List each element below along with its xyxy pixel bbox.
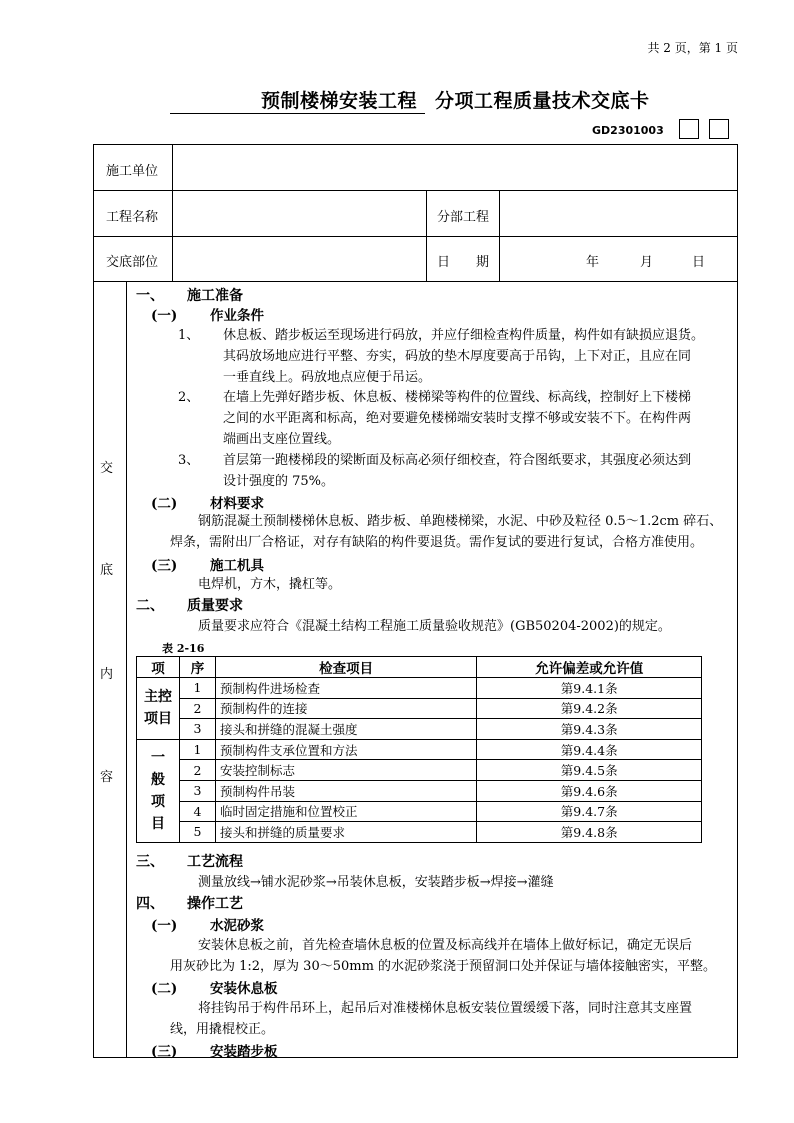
item-number: 1、	[178, 328, 200, 343]
subsection-title: 施工机具	[210, 558, 264, 574]
item-text: 休息板、踏步板运至现场进行码放，并应仔细检查构件质量，构件如有缺损应退货。 其码放场地应进行平整、夯实，码放的垫木厚度要高于吊钩，上下对正，且应在同 一垂直线上。码放地点应便于吊运。	[223, 328, 705, 385]
section-number: 一、	[136, 288, 164, 304]
subsection-title: 安装休息板	[210, 981, 278, 997]
location-field[interactable]	[173, 237, 425, 280]
inspection-table	[136, 656, 702, 843]
paragraph: 线，用撬棍校正。	[170, 1022, 275, 1037]
paragraph: 钢筋混凝土预制楼梯休息板、踏步板、单跑楼梯梁，水泥、中砂及粒径 0.5～1.2cm 碎石、	[198, 514, 723, 529]
sub-project-label: 分部工程	[437, 210, 490, 225]
side-label-char: 交	[100, 461, 114, 476]
table-row: 4 临时固定措施和位置校正 第9.4.7条	[137, 801, 702, 822]
table-row: 2 安装控制标志 第9.4.5条	[137, 760, 702, 781]
construction-unit-label: 施工单位	[106, 164, 159, 179]
page-number: 共 2 页，第 1 页	[647, 41, 738, 55]
section-number: 三、	[136, 854, 164, 870]
project-name-field[interactable]	[173, 191, 425, 235]
section-title: 质量要求	[187, 598, 243, 614]
project-name-label: 工程名称	[106, 210, 159, 225]
table-caption: 表 2-16	[162, 642, 205, 655]
header-cell: 序	[179, 657, 215, 678]
item-number: 2、	[178, 390, 200, 405]
side-label-char: 底	[100, 563, 114, 578]
subsection-title: 材料要求	[210, 496, 264, 512]
table-row: 一般项目 1 预制构件支承位置和方法 第9.4.4条	[137, 739, 702, 760]
subsection-number: (一)	[151, 308, 178, 324]
table-row: 2 预制构件的连接 第9.4.2条	[137, 698, 702, 719]
subsection-number: (二)	[151, 496, 178, 512]
table-header-row	[137, 657, 702, 678]
subsection-number: (三)	[151, 1044, 178, 1060]
paragraph: 电焊机，方木，撬杠等。	[198, 577, 342, 592]
construction-unit-field[interactable]	[173, 145, 737, 189]
item-number: 3、	[178, 453, 200, 468]
subsection-title: 作业条件	[210, 308, 264, 324]
paragraph: 安装休息板之前，首先检查墙休息板的位置及标高线并在墙体上做好标记，确定无误后	[198, 938, 693, 953]
row-divider	[93, 281, 738, 282]
date-year: 年	[586, 255, 600, 270]
form-code: GD2301003	[592, 124, 664, 137]
subsection-number: (一)	[151, 918, 178, 934]
header-cell: 检查项目	[215, 657, 476, 678]
subsection-title: 水泥砂浆	[210, 918, 264, 934]
subsection-number: (二)	[151, 981, 178, 997]
paragraph: 质量要求应符合《混凝土结构工程施工质量验收规范》(GB50204-2002)的规定。	[198, 619, 671, 634]
table-row: 3 接头和拼缝的混凝土强度 第9.4.3条	[137, 719, 702, 740]
section-title: 操作工艺	[187, 896, 243, 912]
title-project-name: 预制楼梯安装工程	[170, 86, 425, 114]
checkbox[interactable]	[679, 119, 699, 139]
paragraph: 焊条，需附出厂合格证，对存有缺陷的构件要退货。需作复试的要进行复试，合格方准使用。	[170, 535, 704, 550]
header-cell: 项	[137, 657, 180, 678]
section-number: 二、	[136, 598, 164, 614]
paragraph: 用灰砂比为 1:2，厚为 30～50mm 的水泥砂浆浇于预留洞口处并保证与墙体接触密实，平整。	[170, 959, 717, 974]
paragraph: 将挂钩吊于构件吊环上，起吊后对准楼梯休息板安装位置缓缓下落，同时注意其支座置	[198, 1001, 693, 1016]
item-text: 在墙上先弹好踏步板、休息板、楼梯梁等构件的位置线、标高线，控制好上下楼梯 之间的水平距离和标高，绝对要避免楼梯端安装时支撑不够或安装不下。在构件两 端画出支座位置线。	[223, 390, 692, 447]
group-general: 一般项目	[137, 739, 180, 842]
table-row: 5 接头和拼缝的质量要求 第9.4.8条	[137, 822, 702, 843]
checkbox[interactable]	[709, 119, 729, 139]
location-label: 交底部位	[106, 255, 159, 270]
subsection-number: (三)	[151, 558, 178, 574]
date-month: 月	[640, 255, 654, 270]
subsection-title: 安装踏步板	[210, 1044, 278, 1060]
column-divider	[426, 190, 427, 281]
group-main-control: 主控项目	[137, 678, 180, 740]
header-cell: 允许偏差或允许值	[477, 657, 702, 678]
document-title	[170, 86, 660, 114]
title-card-name: 分项工程质量技术交底卡	[435, 90, 650, 112]
date-label: 日 期	[437, 255, 490, 270]
column-divider	[126, 281, 127, 1058]
table-row: 主控项目 1 预制构件进场检查 第9.4.1条	[137, 678, 702, 699]
sub-project-field[interactable]	[500, 191, 737, 235]
section-title: 施工准备	[187, 288, 243, 304]
side-label-char: 容	[100, 770, 114, 785]
paragraph: 测量放线→铺水泥砂浆→吊装休息板，安装踏步板→焊接→灌缝	[198, 875, 554, 890]
item-text: 首层第一跑楼梯段的梁断面及标高必须仔细校查，符合图纸要求，其强度必须达到 设计强度的 75%。	[223, 453, 692, 489]
side-label-char: 内	[100, 667, 114, 682]
table-row: 3 预制构件吊装 第9.4.6条	[137, 780, 702, 801]
section-title: 工艺流程	[187, 854, 243, 870]
date-day: 日	[692, 255, 706, 270]
section-number: 四、	[136, 896, 164, 912]
